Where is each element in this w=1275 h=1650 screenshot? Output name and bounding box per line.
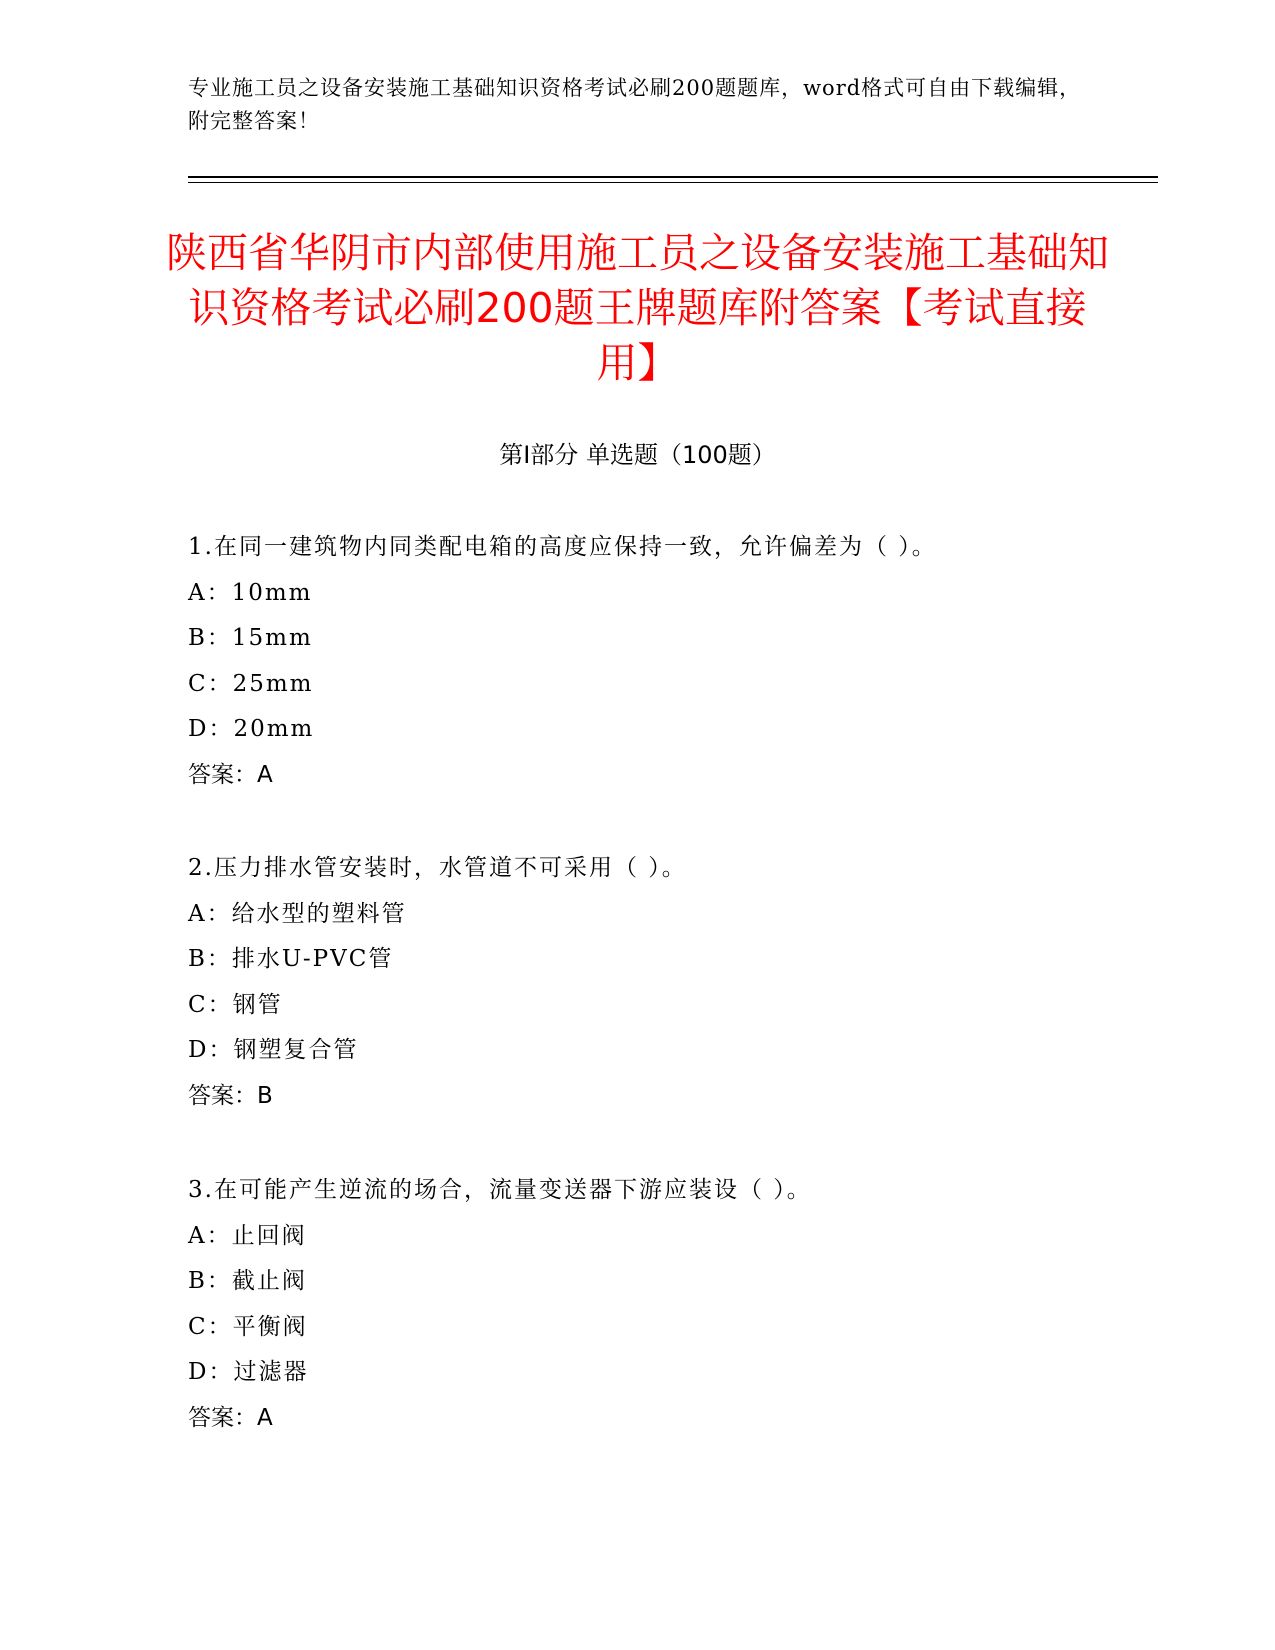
question-stem: 2.压力排水管安装时，水管道不可采用（ ）。 [188, 855, 687, 881]
option-d: D：钢塑复合管 [188, 1037, 359, 1063]
header-note: 专业施工员之设备安装施工基础知识资格考试必刷200题题库，word格式可自由下载编辑，附完整答案！ [188, 76, 1082, 133]
option-c: C：25mm [188, 670, 314, 697]
option-a: A：10mm [188, 579, 313, 606]
section-heading: 第I部分 单选题（100题） [499, 441, 776, 469]
option-a: A：给水型的塑料管 [188, 900, 407, 927]
option-b: B：排水U-PVC管 [188, 946, 394, 972]
answer: 答案：A [188, 761, 273, 788]
header-divider-thin [188, 182, 1158, 183]
header-divider-thick [188, 176, 1158, 178]
question-stem: 3.在可能产生逆流的场合，流量变送器下游应装设（ ）。 [188, 1177, 812, 1203]
question-1 [188, 525, 1148, 798]
option-c: C：钢管 [188, 991, 283, 1018]
question-3 [188, 1168, 1148, 1441]
option-b: B：截止阀 [188, 1268, 307, 1294]
answer: 答案：A [188, 1404, 273, 1431]
answer: 答案：B [188, 1082, 273, 1109]
document-title: 陕西省华阴市内部使用施工员之设备安装施工基础知识资格考试必刷200题王牌题库附答案【考试直接用】 [166, 229, 1109, 387]
question-stem: 1.在同一建筑物内同类配电箱的高度应保持一致，允许偏差为（ ）。 [188, 534, 937, 560]
option-c: C：平衡阀 [188, 1313, 308, 1340]
option-a: A：止回阀 [188, 1222, 307, 1249]
option-d: D：20mm [188, 716, 315, 742]
question-2 [188, 846, 1148, 1119]
option-d: D：过滤器 [188, 1359, 309, 1385]
option-b: B：15mm [188, 625, 313, 651]
